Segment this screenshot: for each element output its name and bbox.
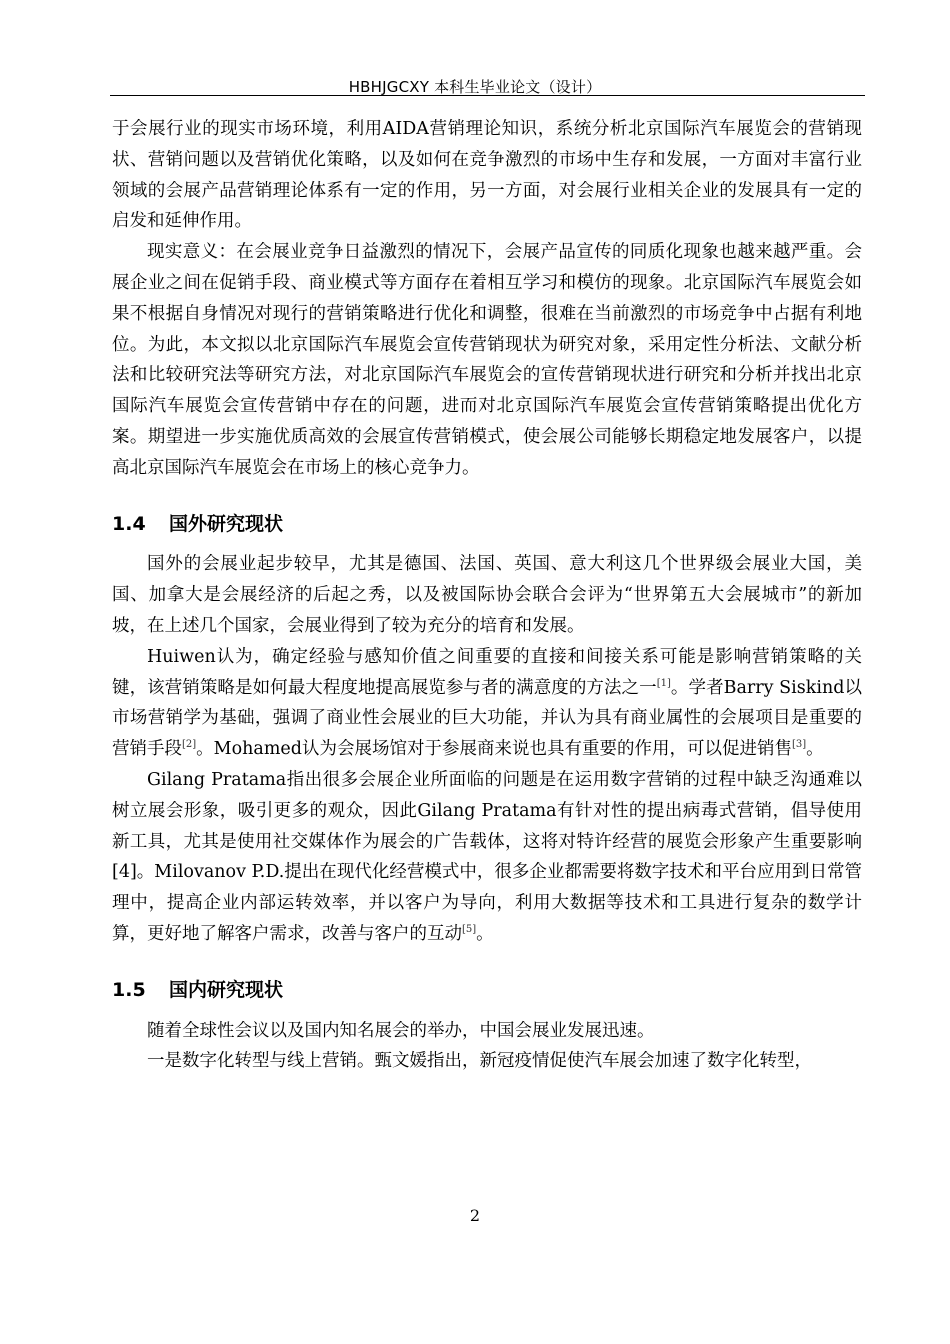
section-title: 国外研究现状	[169, 512, 284, 535]
running-header-title: HBHJGCXY 本科生毕业论文（设计）	[348, 78, 602, 96]
citation-ref-1: [1]	[656, 677, 671, 689]
paragraph-digital-transformation: 一是数字化转型与线上营销。甄文媛指出，新冠疫情促使汽车展会加速了数字化转型，	[147, 1051, 812, 1072]
paragraph-text: Huiwen认为，确定经验与感知价值之间重要的直接和间接关系可能是影响营销策略的关键，该营销策略是如何最大程度地提高展览参与者的满意度的方法之一	[112, 646, 862, 698]
paragraph-text: 。Mohamed认为会展场馆对于参展商来说也具有重要的作用，可以促进销售	[196, 739, 792, 760]
citation-ref-5: [5]	[462, 924, 477, 936]
document-body	[112, 114, 862, 1077]
paragraph-digital-marketing	[112, 765, 862, 950]
section-number: 1.4	[112, 512, 146, 535]
paragraph-foreign-overview: 国外的会展业起步较早，尤其是德国、法国、英国、意大利这几个世界级会展业大国，美国、加拿大是会展经济的后起之秀，以及被国际协会联合会评为“世界第五大会展城市”的新加坡，在上述几个国家，会展业得到了较为充分的培育和发展。	[112, 554, 862, 636]
paragraph-domestic-overview: 随着全球性会议以及国内知名展会的举办，中国会展业发展迅速。	[147, 1020, 655, 1041]
paragraph-foreign-scholars	[112, 642, 862, 765]
header-divider	[110, 95, 865, 96]
paragraph-practical-significance: 现实意义：在会展业竞争日益激烈的情况下，会展产品宣传的同质化现象也越来越严重。会展企业之间在促销手段、商业模式等方面存在着相互学习和模仿的现象。北京国际汽车展览会如果不根据自身情况对现行的营销策略进行优化和调整，很难在当前激烈的市场竞争中占据有利地位。为此，本文拟以北京国际汽车展览会宣传营销现状为研究对象，采用定性分析法、文献分析法和比较研究法等研究方法，对北京国际汽车展览会的宣传营销现状进行研究和分析并找出北京国际汽车展览会宣传营销中存在的问题，进而对北京国际汽车展览会宣传营销策略提出优化方案。期望进一步实施优质高效的会展宣传营销模式，使会展公司能够长期稳定地发展客户，以提高北京国际汽车展览会在市场上的核心竞争力。	[112, 242, 862, 478]
page-number: 2	[469, 1206, 481, 1225]
section-number: 1.5	[112, 978, 146, 1001]
paragraph-text: 。	[806, 739, 824, 760]
paragraph-text: 。	[476, 923, 494, 944]
paragraph-significance-continued: 于会展行业的现实市场环境，利用AIDA营销理论知识，系统分析北京国际汽车展览会的营销现状、营销问题以及营销优化策略，以及如何在竞争激烈的市场中生存和发展，一方面对丰富行业领域的会展产品营销理论体系有一定的作用，另一方面，对会展行业相关企业的发展具有一定的启发和延伸作用。	[112, 119, 862, 232]
section-heading-1-4	[112, 509, 862, 540]
section-heading-1-5	[112, 975, 862, 1006]
citation-ref-2: [2]	[182, 739, 197, 751]
section-title: 国内研究现状	[169, 978, 284, 1001]
citation-ref-3: [3]	[791, 739, 807, 751]
paragraph-text: 。学者Barry Siskind以市场营销学为基础，强调了商业性会展业的巨大功能，并认为具有商业属性的会展项目是重要的营销手段	[112, 677, 862, 760]
paragraph-text: Gilang Pratama指出很多会展企业所面临的问题是在运用数字营销的过程中缺乏沟通难以树立展会形象，吸引更多的观众，因此Gilang Pratama有针对性的提出病毒式营销，倡导使用新工具，尤其是使用社交媒体作为展会的广告载体，这将对特许经营的展览会形象产生重要影响[4]。Milovanov P.D.提出在现代化经营模式中，很多企业都需要将数字技术和平台应用到日常管理中，提高企业内部运转效率，并以客户为导向，利用大数据等技术和工具进行复杂的数学计算，更好地了解客户需求，改善与客户的互动	[112, 769, 862, 944]
